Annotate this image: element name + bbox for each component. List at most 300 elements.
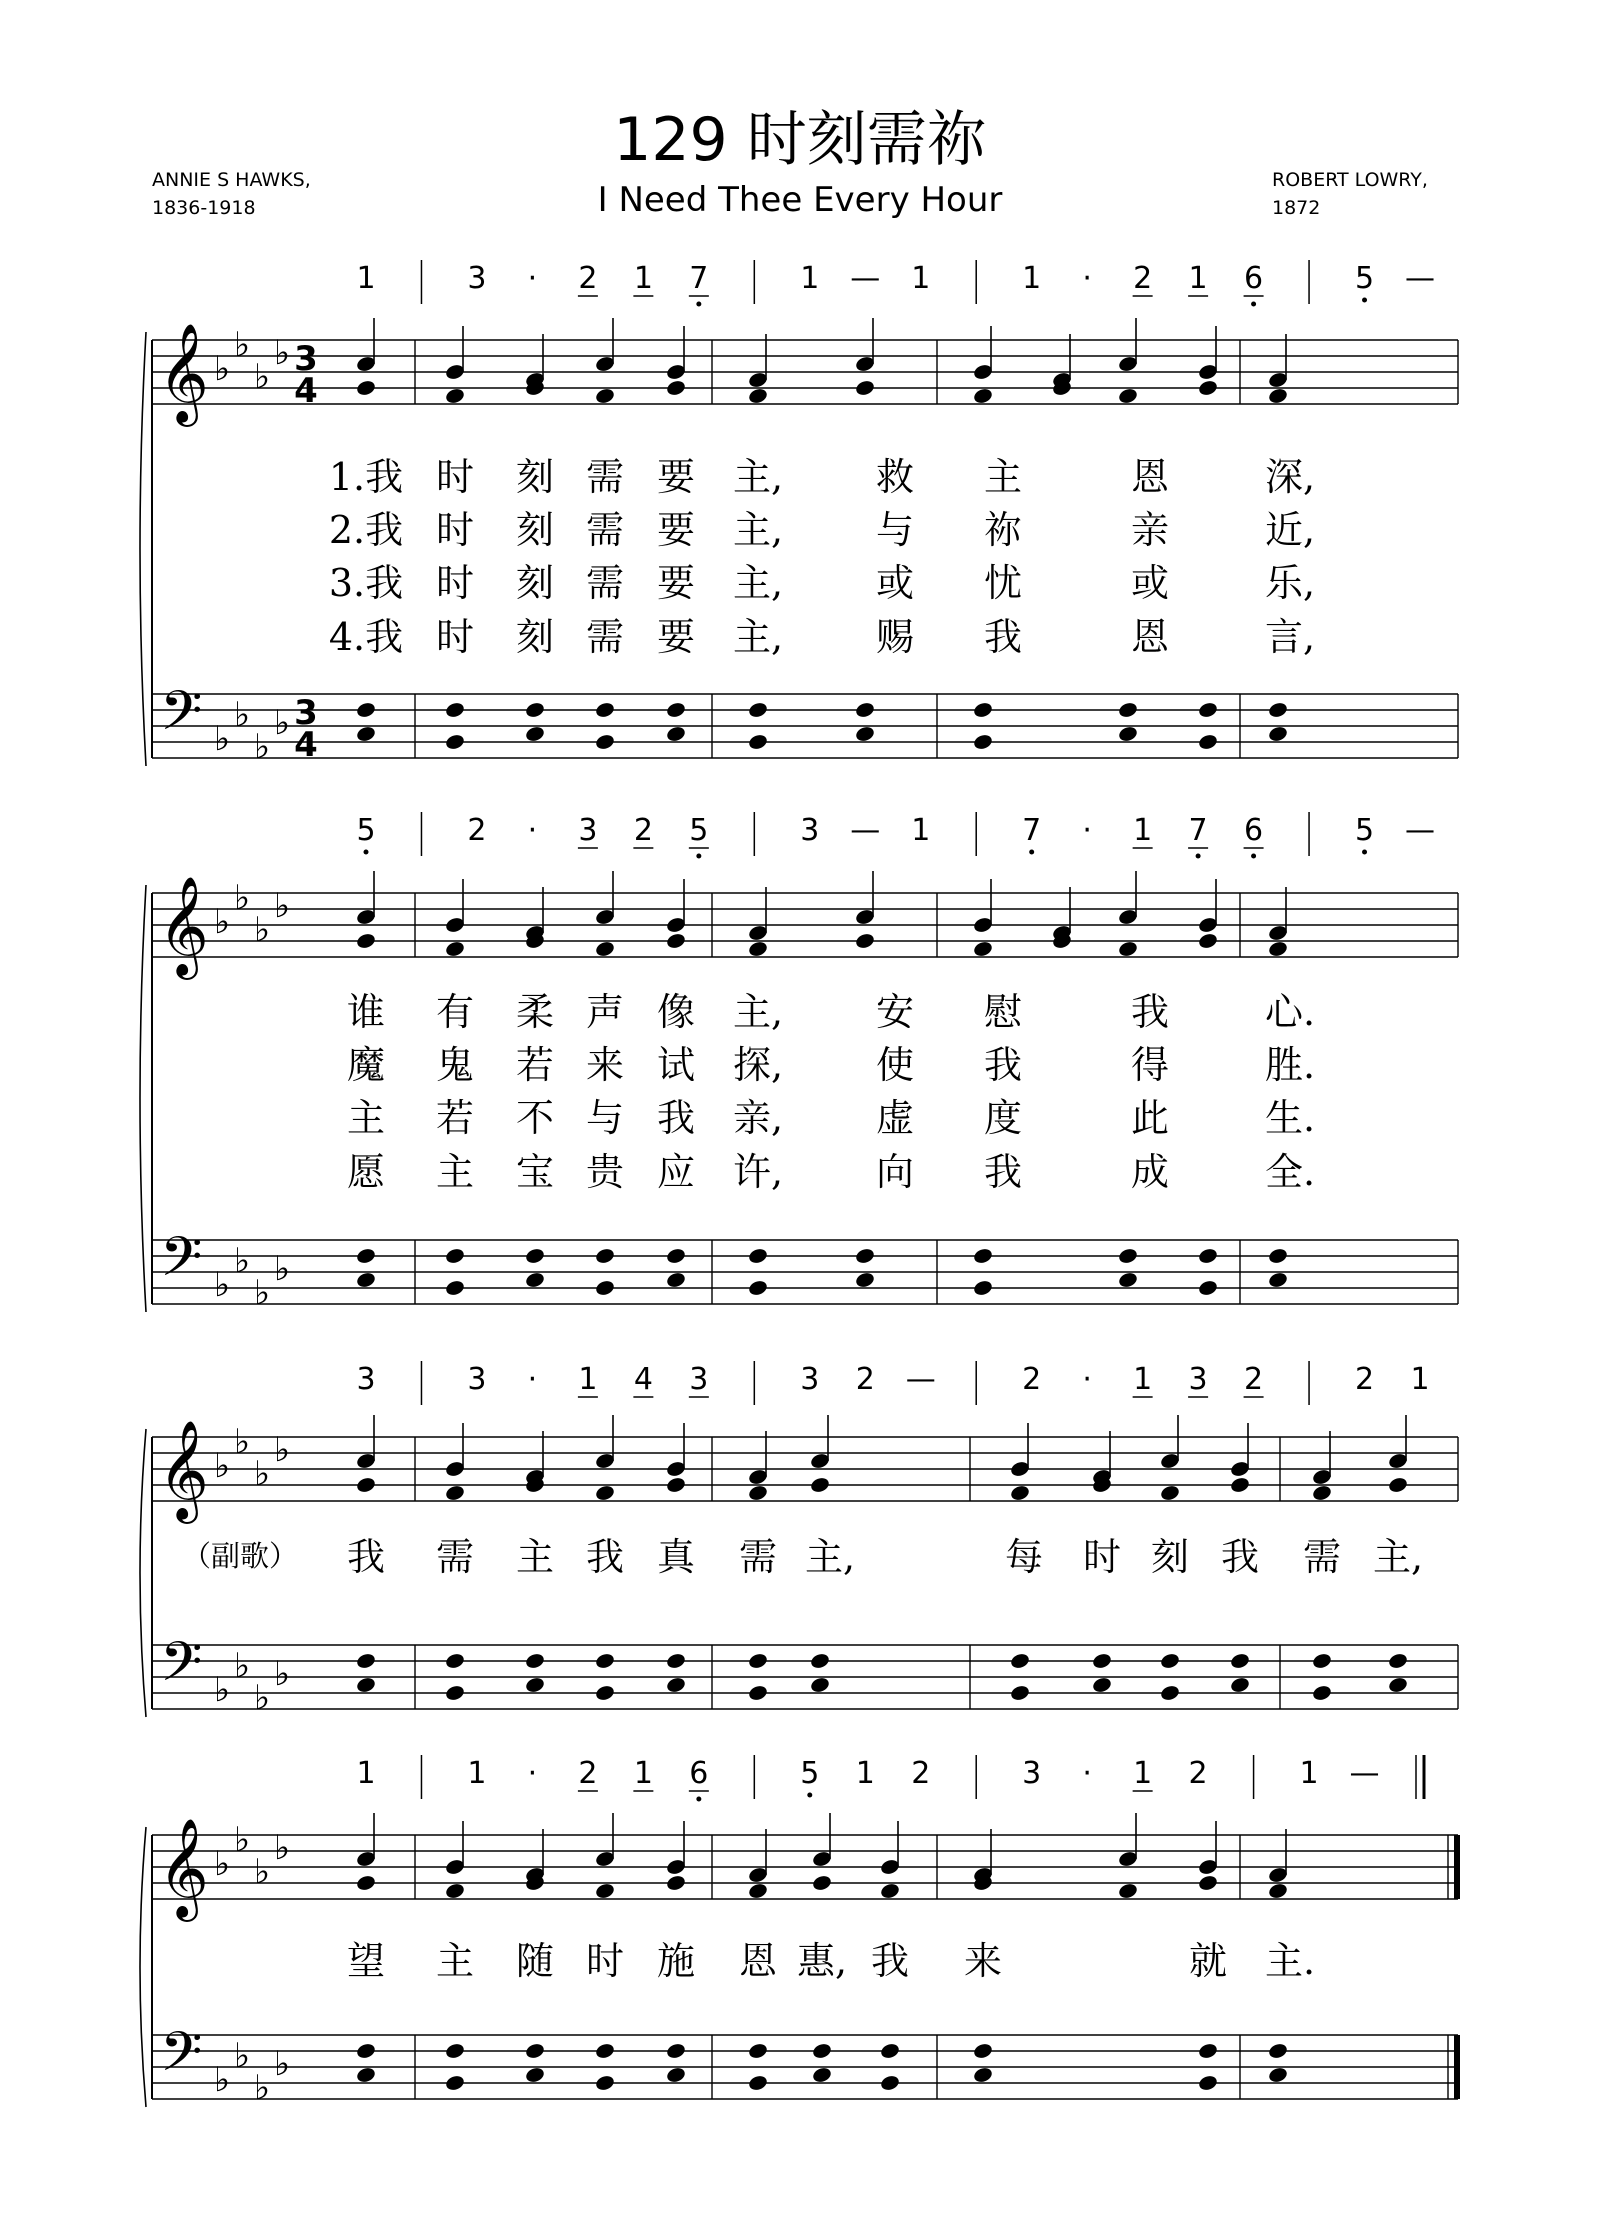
notation-note: 3 xyxy=(1188,1362,1208,1397)
flat-sign: ♭ xyxy=(234,878,251,918)
bass-note-head xyxy=(665,1247,686,1265)
lyric-syllable: 我 xyxy=(983,615,1023,659)
lyric-syllable: 随 xyxy=(515,1939,555,1983)
bass-note-head xyxy=(1267,701,1288,719)
lyric-syllable: 言, xyxy=(1264,615,1316,659)
flat-sign: ♭ xyxy=(214,1670,231,1710)
notation-note: 1 xyxy=(855,1756,875,1791)
bass-note-head xyxy=(1117,1271,1138,1289)
lyric-syllable: 我 xyxy=(983,1150,1023,1194)
flat-sign: ♭ xyxy=(234,2036,251,2076)
lyric-syllable: 忧 xyxy=(983,561,1023,605)
lyric-syllable: 主 xyxy=(346,1096,386,1140)
bass-note-head xyxy=(524,1652,545,1670)
lyric-syllable: 此 xyxy=(1130,1096,1170,1140)
bass-note-head xyxy=(1311,1684,1332,1702)
treble-note-head xyxy=(972,940,993,958)
bass-clef: 𝄢 xyxy=(160,1225,203,1302)
notation-note: 3 xyxy=(689,1362,709,1397)
notation-note: 3 xyxy=(467,1362,487,1397)
notation-note: 2 xyxy=(1022,1362,1042,1397)
flat-sign: ♭ xyxy=(234,1646,251,1686)
lyric-syllable: 亲, xyxy=(732,1096,784,1140)
bass-note-head xyxy=(444,1279,465,1297)
time-signature-top: 3 xyxy=(294,693,318,733)
lyric-syllable: 恩 xyxy=(738,1939,778,1983)
lyric-syllable: 主, xyxy=(732,990,784,1034)
treble-note-head xyxy=(747,940,768,958)
flat-sign: ♭ xyxy=(274,886,291,926)
flat-sign: ♭ xyxy=(234,1820,251,1860)
treble-note-head xyxy=(1267,1882,1288,1900)
lyricist-years: 1836-1918 xyxy=(152,197,256,219)
bass-note-head xyxy=(355,2042,376,2060)
treble-note-head xyxy=(1229,1476,1250,1494)
notation-note: 5 xyxy=(800,1756,820,1791)
notation-note: — xyxy=(905,1362,936,1397)
flat-sign: ♭ xyxy=(274,1654,291,1694)
notation-note: 3 xyxy=(467,261,487,296)
lyric-syllable: 我 xyxy=(1220,1535,1260,1579)
treble-note-head xyxy=(444,940,465,958)
notation-note: 1 xyxy=(1022,261,1042,296)
treble-note-head xyxy=(1197,1874,1218,1892)
bass-note-head xyxy=(444,2074,465,2092)
bass-note-head xyxy=(355,1676,376,1694)
time-signature-bottom: 4 xyxy=(294,725,318,765)
notation-low-dot xyxy=(1029,850,1034,855)
lyric-syllable: 近, xyxy=(1264,508,1316,552)
bass-note-head xyxy=(665,701,686,719)
composer-years: 1872 xyxy=(1272,197,1321,219)
hymn-title: 129 时刻需祢 xyxy=(613,105,987,175)
bass-note-head xyxy=(1267,2042,1288,2060)
bass-note-head xyxy=(524,725,545,743)
flat-sign: ♭ xyxy=(234,695,251,735)
bass-note-head xyxy=(1197,2042,1218,2060)
bass-note-head xyxy=(1387,1652,1408,1670)
lyric-syllable: 要 xyxy=(656,615,696,659)
treble-note-head xyxy=(1197,379,1218,397)
bass-note-head xyxy=(811,2066,832,2084)
bass-note-head xyxy=(1311,1652,1332,1670)
notation-note: · xyxy=(1082,813,1092,848)
lyric-syllable: 时 xyxy=(435,561,475,605)
bass-note-head xyxy=(665,1652,686,1670)
bass-note-head xyxy=(972,1279,993,1297)
flat-sign: ♭ xyxy=(254,1454,271,1494)
bass-note-head xyxy=(747,1247,768,1265)
treble-note-head xyxy=(972,387,993,405)
bass-note-head xyxy=(972,2066,993,2084)
bass-note-head xyxy=(972,701,993,719)
treble-note-head xyxy=(444,1484,465,1502)
treble-note-head xyxy=(444,1882,465,1900)
lyric-syllable: 主, xyxy=(804,1535,856,1579)
lyric-syllable: 祢 xyxy=(983,508,1023,552)
bass-note-head xyxy=(444,2042,465,2060)
notation-note: 1 xyxy=(911,261,931,296)
notation-note: 1 xyxy=(800,261,820,296)
notation-note: 3 xyxy=(356,1362,376,1397)
lyric-syllable: 主, xyxy=(1372,1535,1424,1579)
lyric-syllable: 恩 xyxy=(1130,615,1170,659)
flat-sign: ♭ xyxy=(214,1446,231,1486)
bass-note-head xyxy=(1387,1676,1408,1694)
lyric-syllable: 我 xyxy=(870,1939,910,1983)
bass-note-head xyxy=(809,1652,830,1670)
notation-note: 7 xyxy=(689,261,709,296)
lyric-syllable: 惠, xyxy=(796,1939,848,1983)
bass-note-head xyxy=(594,1684,615,1702)
bass-note-head xyxy=(665,1271,686,1289)
lyric-syllable: 主 xyxy=(435,1150,475,1194)
treble-note-head xyxy=(355,1874,376,1892)
bass-note-head xyxy=(1117,725,1138,743)
flat-sign: ♭ xyxy=(254,2068,271,2108)
lyric-syllable: 赐 xyxy=(875,615,915,659)
lyric-syllable: 慰 xyxy=(983,990,1023,1034)
lyric-syllable: 救 xyxy=(875,455,915,499)
lyric-syllable: 望 xyxy=(346,1939,386,1983)
notation-note: 1 xyxy=(633,1756,653,1791)
bass-note-head xyxy=(594,2042,615,2060)
bass-note-head xyxy=(665,1676,686,1694)
bass-note-head xyxy=(1229,1652,1250,1670)
notation-note: 1 xyxy=(1133,1756,1153,1791)
treble-note-head xyxy=(355,932,376,950)
bass-clef: 𝄢 xyxy=(160,2020,203,2097)
treble-note-head xyxy=(665,1476,686,1494)
lyric-syllable: 要 xyxy=(656,455,696,499)
notation-note: 7 xyxy=(1022,813,1042,848)
lyric-syllable: 成 xyxy=(1130,1150,1170,1194)
notation-low-dot xyxy=(1196,854,1201,859)
bass-note-head xyxy=(524,1247,545,1265)
lyric-syllable: 需 xyxy=(435,1535,475,1579)
lyric-syllable: 乐, xyxy=(1264,561,1316,605)
flat-sign: ♭ xyxy=(234,325,251,365)
bass-note-head xyxy=(1197,701,1218,719)
bass-note-head xyxy=(355,725,376,743)
notation-low-dot xyxy=(364,850,369,855)
lyric-syllable: 与 xyxy=(585,1096,625,1140)
lyric-syllable: 应 xyxy=(656,1150,696,1194)
bass-note-head xyxy=(594,701,615,719)
flat-sign: ♭ xyxy=(254,1852,271,1892)
lyric-syllable: 需 xyxy=(585,455,625,499)
notation-note: 2 xyxy=(855,1362,875,1397)
notation-note: 5 xyxy=(1354,813,1375,848)
flat-sign: ♭ xyxy=(274,1828,291,1868)
lyric-syllable: 就 xyxy=(1188,1939,1228,1983)
treble-clef: 𝄞 xyxy=(158,876,209,976)
lyric-syllable: 胜. xyxy=(1264,1043,1316,1087)
bass-note-head xyxy=(854,1247,875,1265)
bass-note-head xyxy=(665,2066,686,2084)
notation-note: 5 xyxy=(356,813,376,848)
lyric-syllable: 主. xyxy=(1264,1939,1316,1983)
lyric-syllable: 声 xyxy=(585,990,625,1034)
bass-note-head xyxy=(1159,1684,1180,1702)
lyric-syllable: 魔 xyxy=(346,1043,386,1087)
bass-clef: 𝄢 xyxy=(160,1630,203,1707)
flat-sign: ♭ xyxy=(254,357,271,397)
treble-note-head xyxy=(747,1882,768,1900)
bass-note-head xyxy=(1197,1279,1218,1297)
bass-note-head xyxy=(972,2042,993,2060)
bass-note-head xyxy=(524,1271,545,1289)
bass-note-head xyxy=(355,1271,376,1289)
final-thick-barline xyxy=(1454,1835,1460,1899)
lyric-syllable: 来 xyxy=(585,1043,625,1087)
notation-note: 1 xyxy=(467,1756,487,1791)
notation-note: 1 xyxy=(578,1362,598,1397)
notation-note: 2 xyxy=(911,1756,931,1791)
notation-note: · xyxy=(1082,1362,1092,1397)
lyric-syllable: 时 xyxy=(1082,1535,1122,1579)
treble-note-head xyxy=(444,387,465,405)
notation-note: — xyxy=(850,261,881,296)
bass-note-head xyxy=(747,733,768,751)
treble-note-head xyxy=(1311,1484,1332,1502)
lyric-syllable: 每 xyxy=(1004,1535,1044,1579)
lyric-syllable: 或 xyxy=(1130,561,1170,605)
system-1 xyxy=(140,260,1458,767)
lyric-syllable: 柔 xyxy=(515,990,555,1034)
lyric-syllable: 度 xyxy=(983,1096,1023,1140)
treble-note-head xyxy=(1117,387,1138,405)
notation-note: 2 xyxy=(1188,1756,1208,1791)
lyric-syllable: 来 xyxy=(963,1939,1003,1983)
notation-note: 3 xyxy=(800,813,820,848)
lyric-syllable: 谁 xyxy=(346,990,386,1034)
notation-note: — xyxy=(850,813,881,848)
treble-note-head xyxy=(355,379,376,397)
lyric-syllable: 4.我 xyxy=(328,615,404,659)
lyric-syllable: 向 xyxy=(875,1150,915,1194)
treble-note-head xyxy=(1267,387,1288,405)
lyric-syllable: 有 xyxy=(435,990,475,1034)
treble-note-head xyxy=(809,1476,830,1494)
bass-note-head xyxy=(444,1652,465,1670)
bass-note-head xyxy=(1009,1684,1030,1702)
lyric-syllable: 施 xyxy=(656,1939,696,1983)
treble-note-head xyxy=(665,379,686,397)
lyric-syllable: 虚 xyxy=(875,1096,915,1140)
notation-note: 2 xyxy=(633,813,653,848)
bass-note-head xyxy=(972,733,993,751)
bass-note-head xyxy=(1267,2066,1288,2084)
bass-note-head xyxy=(665,2042,686,2060)
lyric-syllable: 刻 xyxy=(515,615,555,659)
composer-name: ROBERT LOWRY, xyxy=(1272,169,1428,191)
bass-note-head xyxy=(747,1684,768,1702)
lyric-syllable: 时 xyxy=(585,1939,625,1983)
lyric-syllable: 鬼 xyxy=(435,1043,475,1087)
lyric-syllable: 宝 xyxy=(515,1150,555,1194)
treble-note-head xyxy=(747,1484,768,1502)
lyric-syllable: 安 xyxy=(875,990,915,1034)
flat-sign: ♭ xyxy=(214,902,231,942)
lyric-syllable: 生. xyxy=(1264,1096,1316,1140)
notation-note: 2 xyxy=(578,261,598,296)
notation-note: 1 xyxy=(1133,813,1153,848)
notation-note: 1 xyxy=(356,1756,376,1791)
bass-note-head xyxy=(879,2042,900,2060)
flat-sign: ♭ xyxy=(254,1678,271,1718)
notation-note: 1 xyxy=(1133,1362,1153,1397)
system-4 xyxy=(140,1755,1460,2108)
time-signature-top: 3 xyxy=(294,339,318,379)
treble-note-head xyxy=(594,1484,615,1502)
notation-note: 2 xyxy=(1133,261,1153,296)
lyric-syllable: 需 xyxy=(738,1535,778,1579)
lyric-syllable: 我 xyxy=(585,1535,625,1579)
bass-note-head xyxy=(444,1684,465,1702)
notation-note: 2 xyxy=(1354,1362,1375,1397)
lyric-syllable: 若 xyxy=(435,1096,475,1140)
lyric-syllable: 我 xyxy=(983,1043,1023,1087)
bass-note-head xyxy=(1159,1652,1180,1670)
notation-note: 3 xyxy=(800,1362,820,1397)
bass-note-head xyxy=(1117,1247,1138,1265)
lyric-syllable: 刻 xyxy=(515,455,555,499)
bass-note-head xyxy=(355,701,376,719)
lyric-syllable: 主, xyxy=(732,561,784,605)
flat-sign: ♭ xyxy=(274,333,291,373)
notation-note: 1 xyxy=(1188,261,1208,296)
notation-note: · xyxy=(527,813,538,848)
lyric-syllable: 1.我 xyxy=(328,455,404,499)
notation-note: — xyxy=(1349,1756,1380,1791)
bass-note-head xyxy=(444,733,465,751)
lyric-syllable: 主, xyxy=(732,615,784,659)
notation-low-dot xyxy=(1251,302,1256,307)
lyric-syllable: 需 xyxy=(1302,1535,1342,1579)
bass-note-head xyxy=(1229,1676,1250,1694)
lyric-syllable: 深, xyxy=(1264,455,1316,499)
lyric-syllable: 贵 xyxy=(585,1150,625,1194)
lyric-syllable: 试 xyxy=(656,1043,696,1087)
lyric-syllable: 心. xyxy=(1264,990,1316,1034)
time-signature-bottom: 4 xyxy=(294,371,318,411)
lyric-syllable: 要 xyxy=(656,561,696,605)
notation-note: — xyxy=(1405,813,1435,848)
flat-sign: ♭ xyxy=(274,703,291,743)
lyric-syllable: 时 xyxy=(435,508,475,552)
notation-note: — xyxy=(1405,261,1435,296)
lyric-syllable: 恩 xyxy=(1130,455,1170,499)
flat-sign: ♭ xyxy=(234,1422,251,1462)
bass-note-head xyxy=(747,2042,768,2060)
bass-note-head xyxy=(594,1247,615,1265)
treble-note-head xyxy=(747,387,768,405)
lyric-syllable: 亲 xyxy=(1130,508,1170,552)
notation-note: 6 xyxy=(689,1756,709,1791)
lyric-syllable: 得 xyxy=(1130,1043,1170,1087)
bass-note-head xyxy=(1267,1271,1288,1289)
flat-sign: ♭ xyxy=(274,1430,291,1470)
lyric-syllable: 我 xyxy=(346,1535,386,1579)
bass-note-head xyxy=(1197,1247,1218,1265)
treble-note-head xyxy=(854,932,875,950)
bass-note-head xyxy=(747,701,768,719)
notation-note: · xyxy=(527,261,538,296)
bass-note-head xyxy=(524,2066,545,2084)
bass-note-head xyxy=(1267,725,1288,743)
lyric-syllable: 我 xyxy=(1130,990,1170,1034)
lyric-syllable: 刻 xyxy=(515,508,555,552)
notation-low-dot xyxy=(696,854,701,859)
notation-note: 1 xyxy=(1299,1756,1319,1791)
bass-note-head xyxy=(524,1676,545,1694)
flat-sign: ♭ xyxy=(254,910,271,950)
treble-note-head xyxy=(879,1882,900,1900)
system-3 xyxy=(140,1361,1458,1718)
treble-note-head xyxy=(594,1882,615,1900)
bass-note-head xyxy=(524,2042,545,2060)
treble-note-head xyxy=(665,1874,686,1892)
notation-note: · xyxy=(527,1362,538,1397)
notation-note: 3 xyxy=(578,813,598,848)
bass-note-head xyxy=(1267,1247,1288,1265)
lyric-syllable: 主, xyxy=(732,508,784,552)
treble-note-head xyxy=(1387,1476,1408,1494)
treble-note-head xyxy=(1159,1484,1180,1502)
flat-sign: ♭ xyxy=(254,727,271,767)
notation-low-dot xyxy=(1362,850,1367,855)
flat-sign: ♭ xyxy=(234,1241,251,1281)
lyric-syllable: 时 xyxy=(435,615,475,659)
treble-note-head xyxy=(665,932,686,950)
flat-sign: ♭ xyxy=(214,1844,231,1884)
hymn-subtitle: I Need Thee Every Hour xyxy=(597,180,1003,220)
notation-note: 4 xyxy=(633,1362,653,1397)
bass-clef: 𝄢 xyxy=(160,679,203,756)
lyric-syllable: 探, xyxy=(732,1043,784,1087)
lyric-syllable: 主 xyxy=(435,1939,475,1983)
bass-note-head xyxy=(1009,1652,1030,1670)
flat-sign: ♭ xyxy=(214,1265,231,1305)
flat-sign: ♭ xyxy=(214,2060,231,2100)
treble-note-head xyxy=(594,940,615,958)
bass-note-head xyxy=(594,733,615,751)
notation-note: 2 xyxy=(467,813,487,848)
bass-note-head xyxy=(747,1652,768,1670)
lyric-syllable: 要 xyxy=(656,508,696,552)
lyric-syllable: 主 xyxy=(983,455,1023,499)
treble-note-head xyxy=(355,1476,376,1494)
notation-note: 1 xyxy=(356,261,376,296)
bass-note-head xyxy=(1197,733,1218,751)
notation-note: 2 xyxy=(578,1756,598,1791)
system-bracket xyxy=(140,332,146,766)
flat-sign: ♭ xyxy=(214,719,231,759)
notation-low-dot xyxy=(1362,298,1367,303)
bass-note-head xyxy=(854,725,875,743)
system-bracket xyxy=(140,1429,146,1717)
flat-sign: ♭ xyxy=(274,2044,291,2084)
bass-note-head xyxy=(747,1279,768,1297)
bass-note-head xyxy=(809,1676,830,1694)
notation-note: 2 xyxy=(1244,1362,1264,1397)
lyric-syllable: 若 xyxy=(515,1043,555,1087)
bass-note-head xyxy=(355,2066,376,2084)
bass-note-head xyxy=(1197,2074,1218,2092)
lyricist-name: ANNIE S HAWKS, xyxy=(152,169,311,191)
notation-note: 1 xyxy=(911,813,931,848)
